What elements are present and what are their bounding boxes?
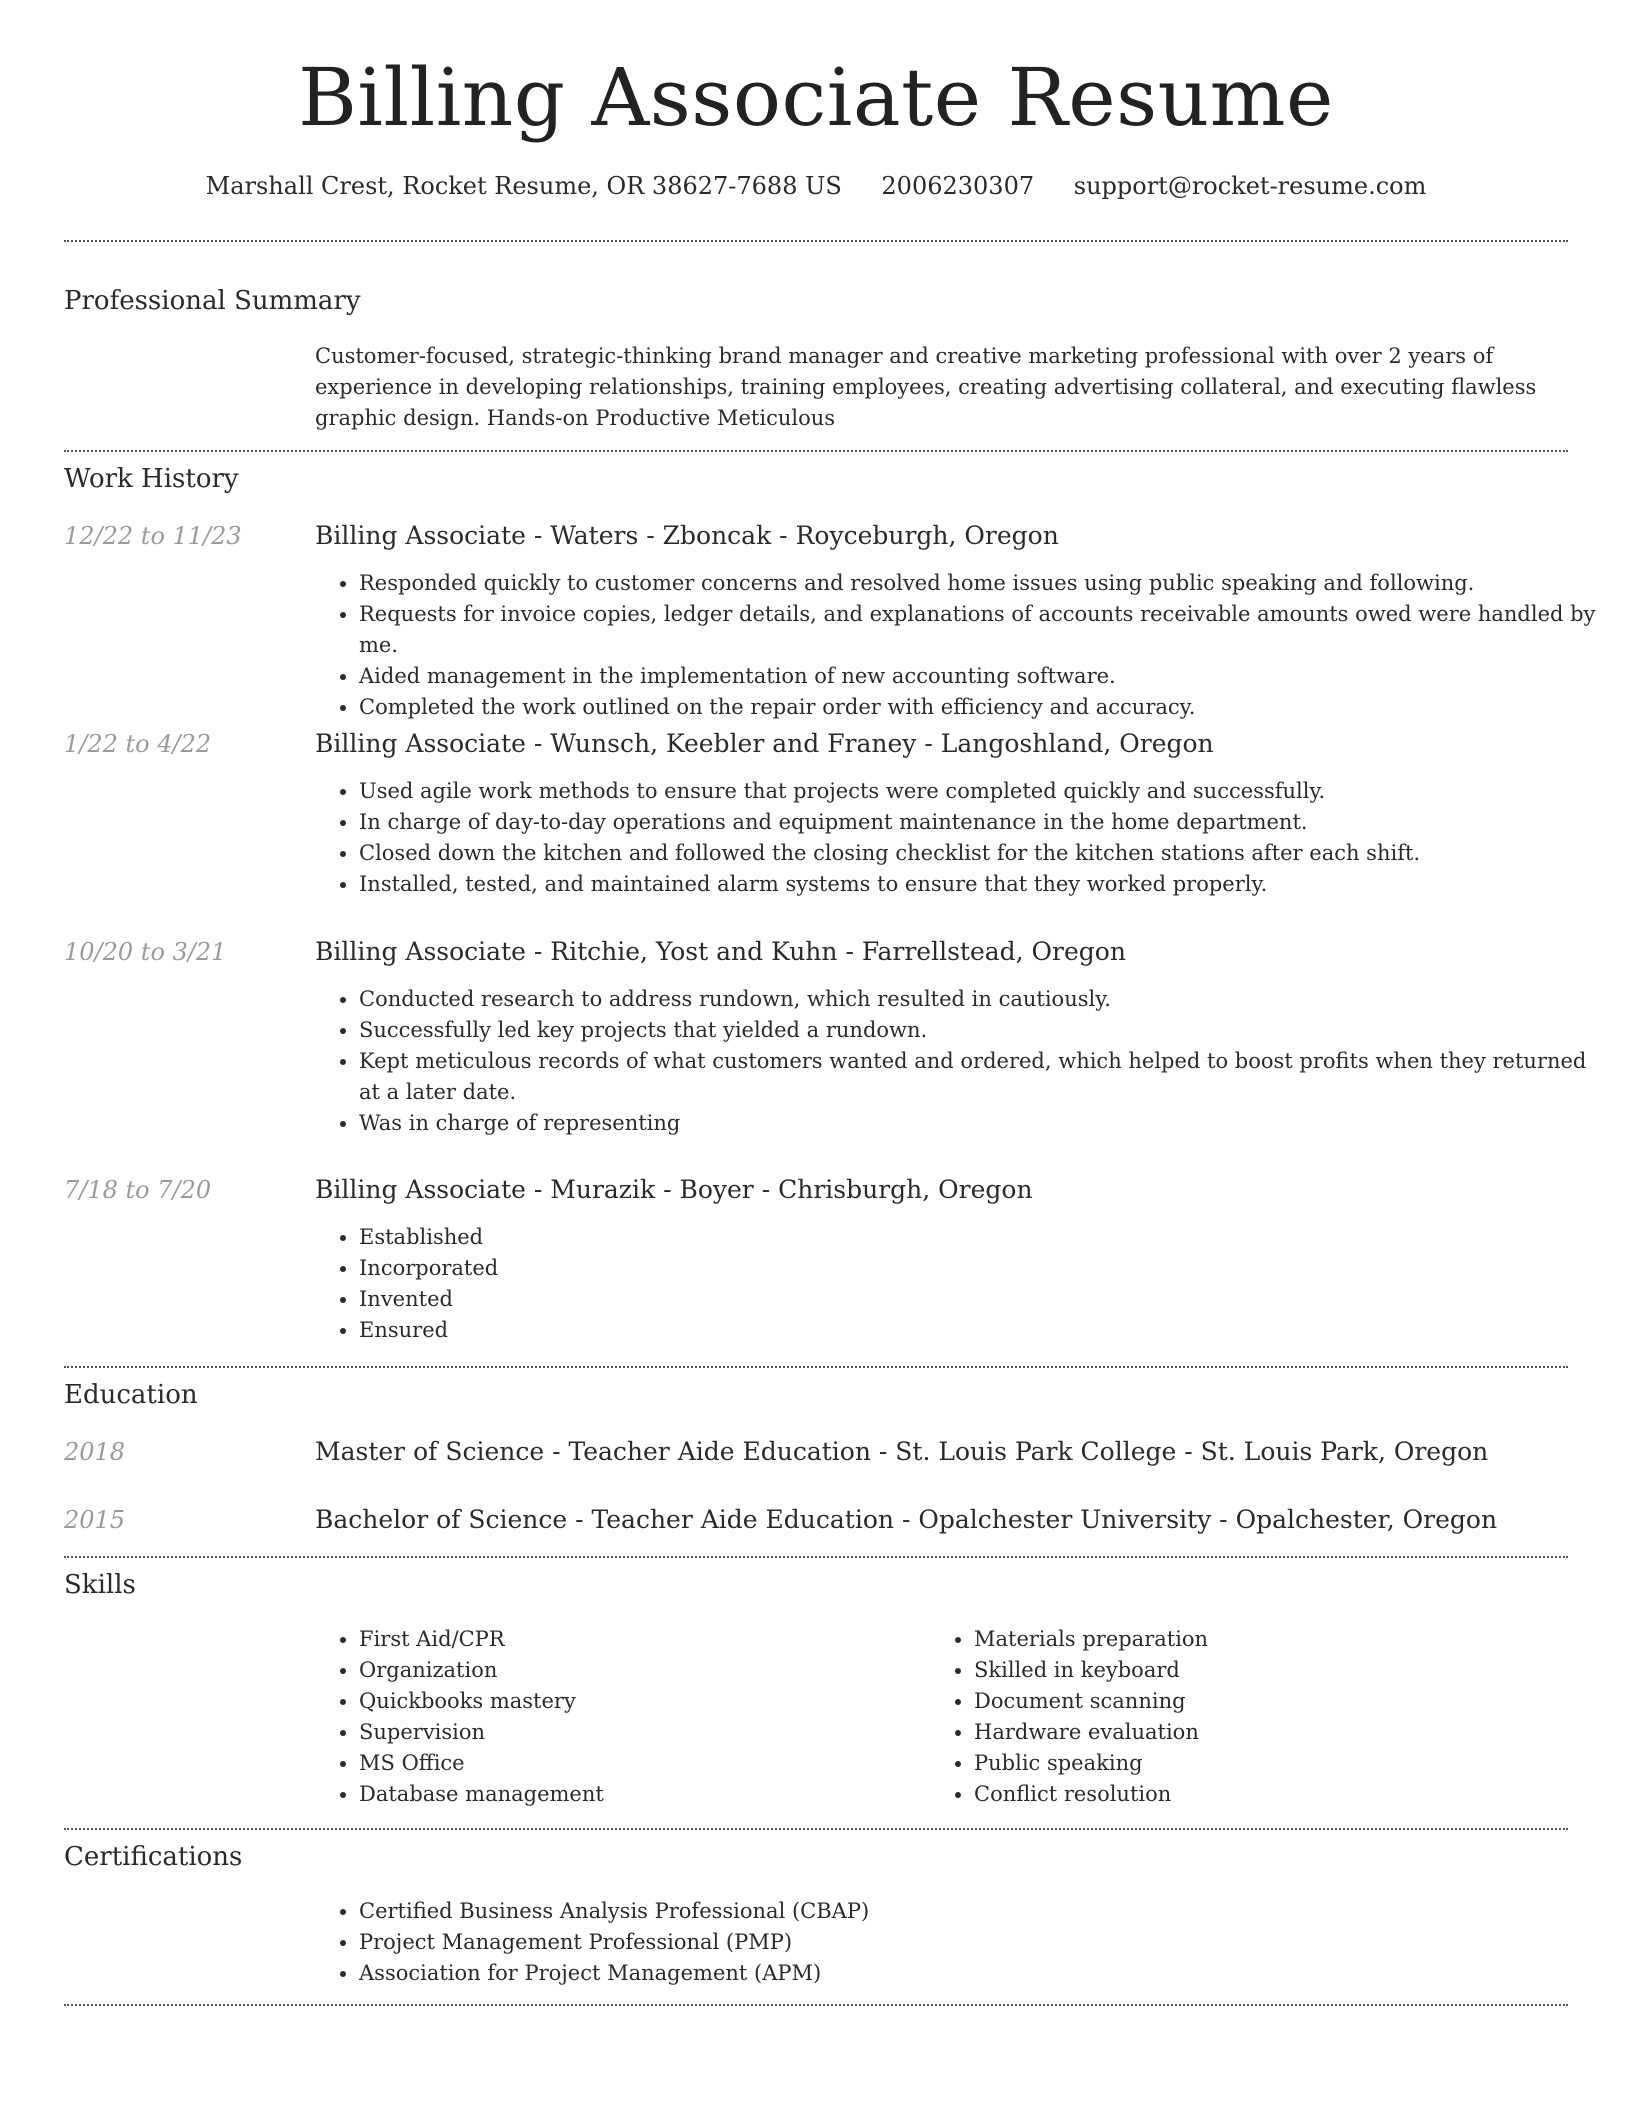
job-heading: Billing Associate - Waters - Zboncak - Royceburgh, Oregon — [315, 521, 1059, 550]
list-item: • Was in charge of representing — [359, 1108, 1612, 1139]
list-item: • MS Office — [359, 1748, 919, 1779]
list-item: • Public speaking — [974, 1748, 1574, 1779]
list-item: • Successfully led key projects that yielded a rundown. — [359, 1015, 1612, 1046]
job-heading: Billing Associate - Wunsch, Keebler and Franey - Langoshland, Oregon — [315, 729, 1214, 758]
job-bullets — [315, 568, 1612, 723]
contact-email: support@rocket-resume.com — [1073, 172, 1427, 200]
list-item: • Certified Business Analysis Professional (CBAP) — [359, 1896, 1559, 1927]
list-item: • Conducted research to address rundown, which resulted in cautiously. — [359, 984, 1612, 1015]
contact-phone: 2006230307 — [881, 172, 1035, 200]
skills-list-left — [315, 1624, 919, 1810]
education-year: 2018 — [64, 1438, 126, 1466]
list-item: • Used agile work methods to ensure that projects were completed quickly and successfully. — [359, 776, 1612, 807]
section-divider — [64, 240, 1568, 242]
section-divider — [64, 1828, 1568, 1830]
education-section-title: Education — [64, 1380, 198, 1410]
list-item: • Database management — [359, 1779, 919, 1810]
section-divider — [64, 450, 1568, 452]
list-item: • Established — [359, 1222, 1612, 1253]
list-item: • Closed down the kitchen and followed the closing checklist for the kitchen stations after each shift. — [359, 838, 1612, 869]
list-item: • In charge of day-to-day operations and equipment maintenance in the home department. — [359, 807, 1612, 838]
contact-line — [0, 170, 1632, 202]
list-item: • Requests for invoice copies, ledger details, and explanations of accounts receivable amounts owed were handled by me. — [359, 599, 1612, 661]
job-dates: 1/22 to 4/22 — [64, 730, 212, 758]
education-heading: Bachelor of Science - Teacher Aide Education - Opalchester University - Opalchester, Oregon — [315, 1505, 1498, 1534]
skills-list-right — [930, 1624, 1574, 1810]
list-item: • Skilled in keyboard — [974, 1655, 1574, 1686]
list-item: • Organization — [359, 1655, 919, 1686]
section-divider — [64, 2004, 1568, 2006]
list-item: • Aided management in the implementation of new accounting software. — [359, 661, 1612, 692]
work-section-title: Work History — [64, 464, 239, 494]
list-item: • Responded quickly to customer concerns and resolved home issues using public speaking and following. — [359, 568, 1612, 599]
list-item: • Materials preparation — [974, 1624, 1574, 1655]
list-item: • Quickbooks mastery — [359, 1686, 919, 1717]
contact-address: Marshall Crest, Rocket Resume, OR 38627-7688 US — [205, 172, 842, 200]
job-heading: Billing Associate - Murazik - Boyer - Chrisburgh, Oregon — [315, 1175, 1033, 1204]
job-dates: 10/20 to 3/21 — [64, 938, 227, 966]
job-bullets — [315, 984, 1612, 1139]
education-heading: Master of Science - Teacher Aide Education - St. Louis Park College - St. Louis Park, Oregon — [315, 1437, 1489, 1466]
list-item: • Invented — [359, 1284, 1612, 1315]
list-item: • Hardware evaluation — [974, 1717, 1574, 1748]
list-item: • Project Management Professional (PMP) — [359, 1927, 1559, 1958]
list-item: • Association for Project Management (APM) — [359, 1958, 1559, 1989]
section-divider — [64, 1366, 1568, 1368]
list-item: • Completed the work outlined on the repair order with efficiency and accuracy. — [359, 692, 1612, 723]
list-item: • Ensured — [359, 1315, 1612, 1346]
job-bullets — [315, 776, 1612, 900]
job-bullets — [315, 1222, 1612, 1346]
list-item: • First Aid/CPR — [359, 1624, 919, 1655]
summary-section-title: Professional Summary — [64, 286, 361, 316]
list-item: • Kept meticulous records of what customers wanted and ordered, which helped to boost profits when they returned at a later date. — [359, 1046, 1612, 1108]
resume-title: Billing Associate Resume — [298, 51, 1334, 144]
skills-section-title: Skills — [64, 1570, 136, 1600]
education-year: 2015 — [64, 1506, 126, 1534]
list-item: • Conflict resolution — [974, 1779, 1574, 1810]
summary-text: Customer-focused, strategic-thinking brand manager and creative marketing professional with over 2 years of experience in developing relationships, training employees, creating advertising collateral, and executing flawless graphic design. Hands-on Productive Meticulous — [315, 344, 1537, 430]
job-dates: 12/22 to 11/23 — [64, 522, 242, 550]
certifications-list — [315, 1896, 1559, 1989]
list-item: • Installed, tested, and maintained alarm systems to ensure that they worked properly. — [359, 869, 1612, 900]
section-divider — [64, 1556, 1568, 1558]
certifications-section-title: Certifications — [64, 1842, 243, 1872]
job-dates: 7/18 to 7/20 — [64, 1176, 212, 1204]
list-item: • Document scanning — [974, 1686, 1574, 1717]
list-item: • Incorporated — [359, 1253, 1612, 1284]
job-heading: Billing Associate - Ritchie, Yost and Kuhn - Farrellstead, Oregon — [315, 937, 1126, 966]
list-item: • Supervision — [359, 1717, 919, 1748]
